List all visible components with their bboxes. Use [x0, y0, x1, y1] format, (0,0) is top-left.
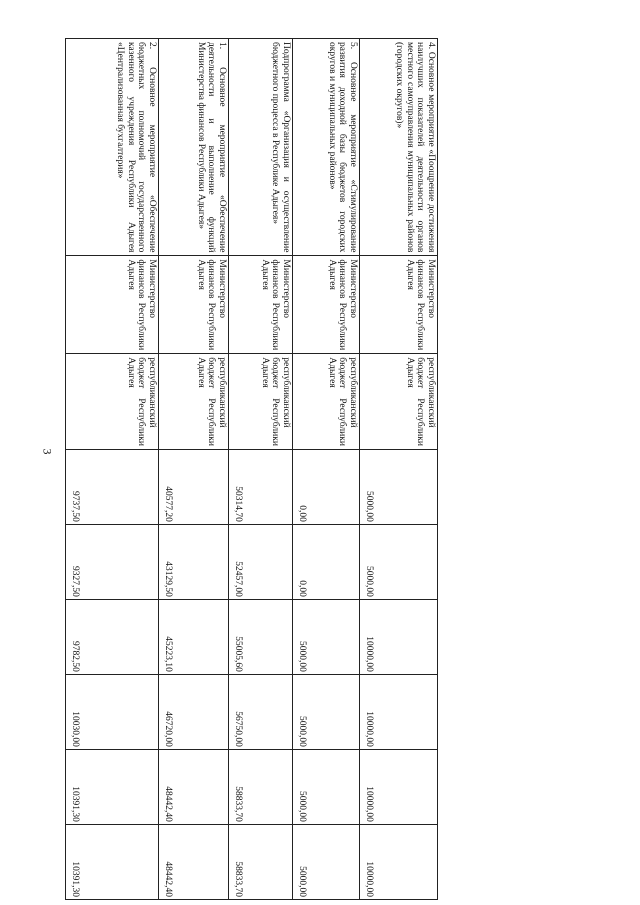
value-cell: 56750,00 — [229, 674, 293, 749]
value-cell: 10000,00 — [360, 824, 438, 899]
program-name-cell: 4. Основное мероприятие «Поощрение достижения наилучших показателей деятельности органов местного самоуправления муниципальных районов (городских округов)» — [360, 39, 438, 256]
value-cell: 10000,00 — [360, 749, 438, 824]
value-cell: 58833,70 — [229, 824, 293, 899]
value-cell: 52457,00 — [229, 524, 293, 599]
funding-source-cell: республиканский бюджет Республики Адыгея — [159, 354, 229, 450]
table-row — [293, 39, 360, 900]
value-cell: 9327,50 — [66, 524, 159, 599]
program-name-cell: 2. Основное мероприятие «Обеспечение бюджетных полномочий государственного казенного учреждения Республики Адыгея «Централизованная бухгалтерия» — [66, 39, 159, 256]
table-row — [360, 39, 438, 900]
table-row — [229, 39, 293, 900]
value-cell: 45223,10 — [159, 599, 229, 674]
value-cell: 58833,70 — [229, 749, 293, 824]
value-cell: 10000,00 — [360, 674, 438, 749]
value-cell: 0,00 — [293, 524, 360, 599]
value-cell: 5000,00 — [293, 599, 360, 674]
funding-source-cell: республиканский бюджет Республики Адыгея — [66, 354, 159, 450]
value-cell: 9737,50 — [66, 449, 159, 524]
executor-cell: Министерство финансов Республики Адыгея — [229, 256, 293, 354]
table-row — [66, 39, 159, 900]
value-cell: 10030,00 — [66, 674, 159, 749]
page-number: 3 — [40, 448, 55, 455]
executor-cell: Министерство финансов Республики Адыгея — [293, 256, 360, 354]
value-cell: 48442,40 — [159, 749, 229, 824]
funding-source-cell: республиканский бюджет Республики Адыгея — [360, 354, 438, 450]
executor-cell: Министерство финансов Республики Адыгея — [159, 256, 229, 354]
value-cell: 5000,00 — [293, 824, 360, 899]
value-cell: 10391,30 — [66, 824, 159, 899]
value-cell: 40577,20 — [159, 449, 229, 524]
executor-cell: Министерство финансов Республики Адыгея — [360, 256, 438, 354]
program-name-cell: 1. Основное мероприятие «Обеспечение деятельности и выполнение функций Министерства финансов Республики Адыгея» — [159, 39, 229, 256]
table-row — [159, 39, 229, 900]
table-body — [66, 39, 438, 900]
value-cell: 55005,60 — [229, 599, 293, 674]
value-cell: 5000,00 — [360, 524, 438, 599]
value-cell: 5000,00 — [293, 749, 360, 824]
program-name-cell: 5. Основное мероприятие «Стимулирование развития доходной базы бюджетов городских округов и муниципальных районов» — [293, 39, 360, 256]
value-cell: 48442,40 — [159, 824, 229, 899]
funding-source-cell: республиканский бюджет Республики Адыгея — [293, 354, 360, 450]
rotated-table-wrapper — [66, 38, 438, 900]
value-cell: 43129,50 — [159, 524, 229, 599]
value-cell: 10000,00 — [360, 599, 438, 674]
value-cell: 46720,00 — [159, 674, 229, 749]
funding-source-cell: республиканский бюджет Республики Адыгея — [229, 354, 293, 450]
value-cell: 5000,00 — [360, 449, 438, 524]
program-name-cell: Подпрограмма «Организация и осуществление бюджетного процесса в Республике Адыгея» — [229, 39, 293, 256]
value-cell: 9782,50 — [66, 599, 159, 674]
executor-cell: Министерство финансов Республики Адыгея — [66, 256, 159, 354]
budget-table — [65, 38, 438, 900]
value-cell: 5000,00 — [293, 674, 360, 749]
value-cell: 10391,30 — [66, 749, 159, 824]
value-cell: 50314,70 — [229, 449, 293, 524]
value-cell: 0,00 — [293, 449, 360, 524]
